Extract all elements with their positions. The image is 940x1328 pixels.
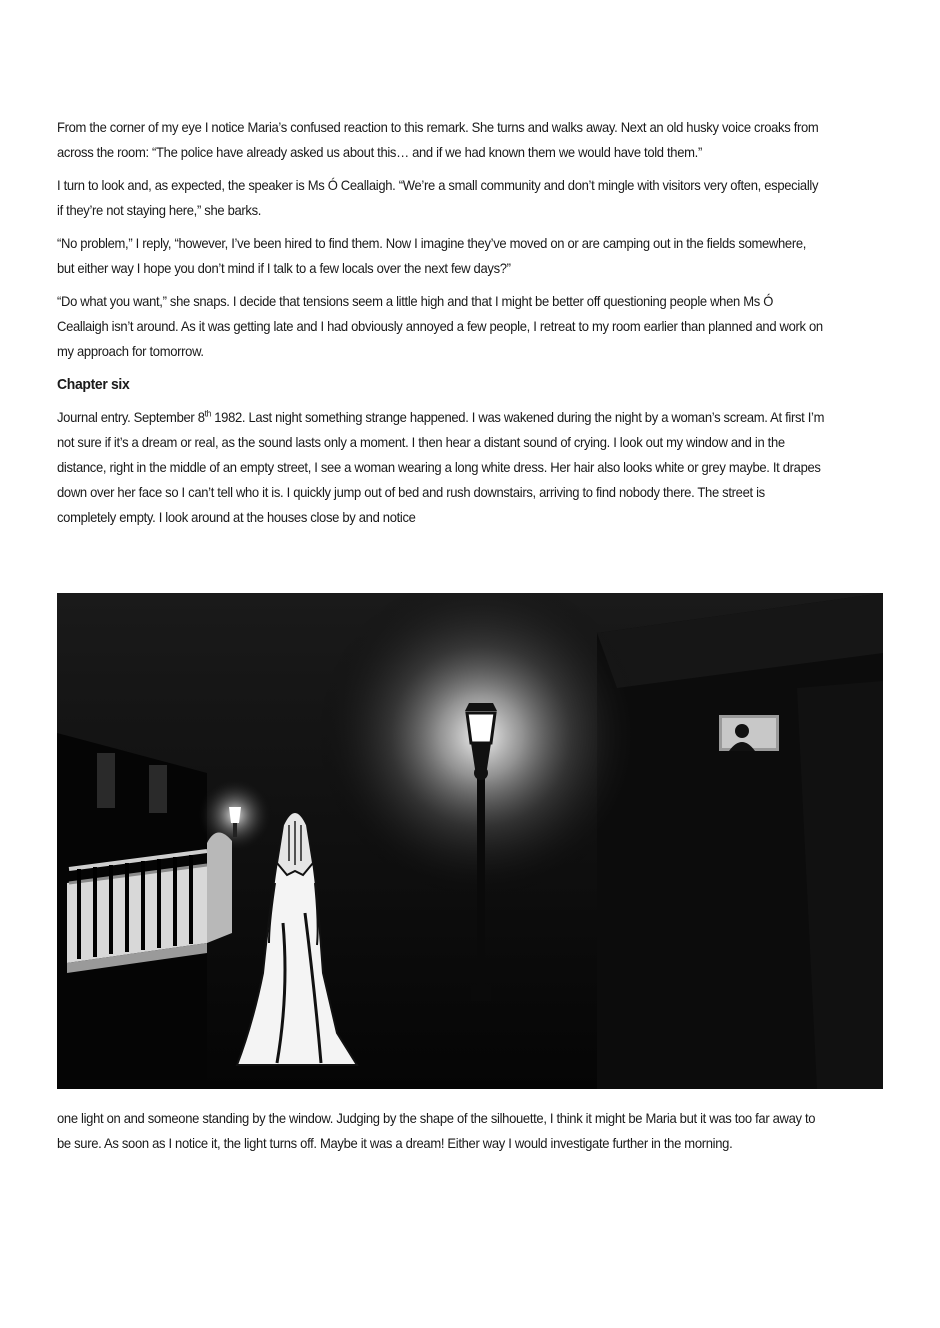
paragraph-5 [57, 405, 825, 530]
paragraph-4: “Do what you want,” she snaps. I decide that tensions seem a little high and that I might be better off questioning people when Ms Ó Ceallaigh isn’t around. As it was getting late and I had obviously annoyed a few people, I retreat to my room earlier than planned and work on my approach for tomorrow. [57, 293, 823, 359]
journal-date-start: Journal entry. September 8 [57, 409, 205, 425]
right-building [597, 593, 883, 1089]
story-text-top [57, 115, 825, 538]
journal-entry-text: 1982. Last night something strange happened. I was wakened during the night by a woman’s scream. At first I’m not sure if it’s a dream or real, as the sound lasts only a moment. I then hear a distant sound of crying. I look out my window and in the distance, right in the middle of an empty street, I see a woman wearing a long white dress. Her hair also looks white or grey maybe. It drapes down over her face so I can’t tell who it is. I quickly jump out of bed and rush downstairs, arriving to find nobody there. The street is completely empty. I look around at the houses close by and notice [57, 409, 825, 525]
night-street-illustration [57, 593, 883, 1089]
watcher-silhouette [735, 724, 749, 738]
paragraph-2: I turn to look and, as expected, the speaker is Ms Ó Ceallaigh. “We’re a small community and don’t mingle with visitors very often, especially if they’re not staying here,” she barks. [57, 177, 819, 218]
story-text-bottom [57, 1106, 825, 1164]
paragraph-1: From the corner of my eye I notice Maria’s confused reaction to this remark. She turns and walks away. Next an old husky voice croaks from across the room: “The police have already asked us about this… and if we had known them we would have told them.” [57, 119, 819, 160]
paragraph-6: one light on and someone standing by the window. Judging by the shape of the silhouette, I think it might be Maria but it was too far away to be sure. As soon as I notice it, the light turns off. Maybe it was a dream! Either way I would investigate further in the morning. [57, 1110, 816, 1151]
paragraph-3: “No problem,” I reply, “however, I’ve been hired to find them. Now I imagine they’ve moved on or are camping out in the fields somewhere, but either way I hope you don’t mind if I talk to a few locals over the next few days?” [57, 235, 807, 276]
lit-window [719, 715, 779, 751]
date-ordinal-suffix: th [204, 408, 211, 419]
chapter-heading: Chapter six [57, 376, 130, 393]
